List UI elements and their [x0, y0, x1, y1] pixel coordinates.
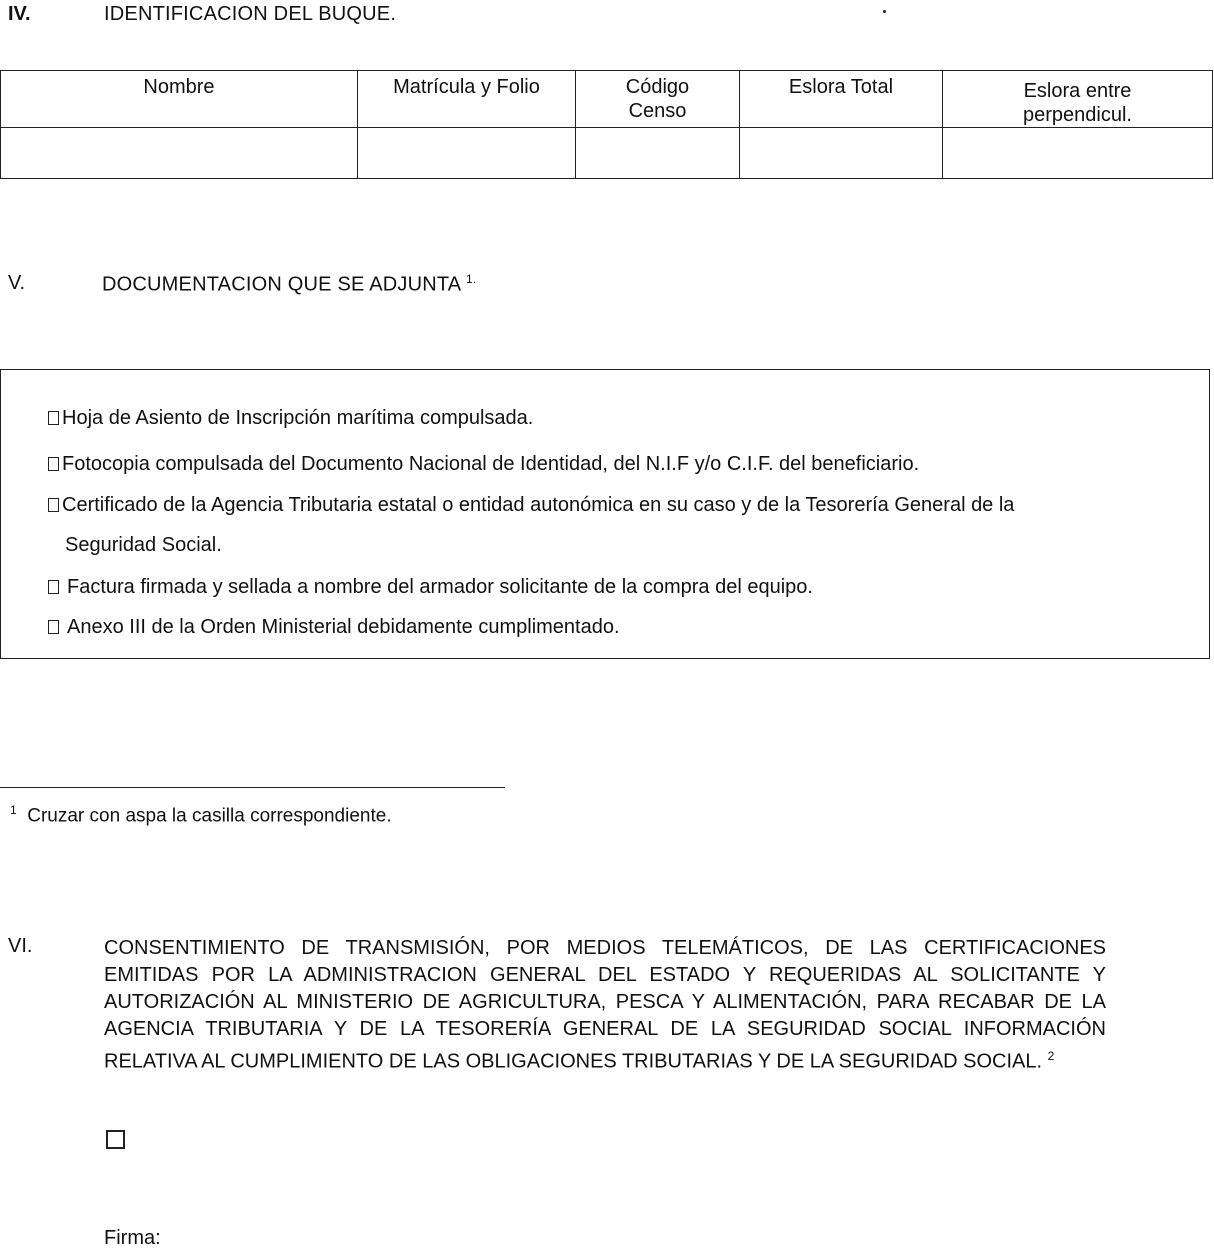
header-eslora-perpendicular: Eslora entre perpendicul.	[943, 71, 1213, 128]
doc-item-fotocopia-dni: Fotocopia compulsada del Documento Nacional de Identidad, del N.I.F y/o C.I.F. del beneficiario.	[48, 453, 919, 476]
doc-item-certificado-agencia: Certificado de la Agencia Tributaria estatal o entidad autonómica en su caso y de la Tesorería General de la	[48, 494, 1014, 517]
section-iv-number: IV.	[8, 3, 31, 25]
doc-item-anexo-iii: Anexo III de la Orden Ministerial debidamente cumplimentado.	[48, 616, 620, 639]
footnote-divider	[0, 787, 505, 788]
section-iv-title: IDENTIFICACION DEL BUQUE.	[104, 3, 397, 25]
header-eslora-total: Eslora Total	[740, 71, 943, 128]
table-row	[1, 128, 1213, 179]
header-codigo-censo: Código Censo	[576, 71, 740, 128]
cell-eslora-total[interactable]	[740, 128, 943, 179]
documentation-box	[0, 369, 1210, 659]
header-matricula-folio: Matrícula y Folio	[358, 71, 576, 128]
footnote-marker: 1	[10, 803, 17, 817]
consent-checkbox[interactable]	[106, 1130, 125, 1149]
doc-item-certificado-continuation: Seguridad Social.	[65, 534, 222, 556]
footnote-ref-1: 1.	[466, 272, 477, 286]
doc-item-factura: Factura firmada y sellada a nombre del armador solicitante de la compra del equipo.	[48, 576, 813, 599]
cell-nombre[interactable]	[1, 128, 358, 179]
checkbox-anexo-iii[interactable]	[48, 620, 59, 634]
header-nombre: Nombre	[1, 71, 358, 128]
checkbox-certificado-agencia[interactable]	[48, 498, 59, 512]
table-header-row	[1, 71, 1213, 128]
cell-matricula-folio[interactable]	[358, 128, 576, 179]
section-v-title: DOCUMENTACION QUE SE ADJUNTA $^{1.}$	[102, 272, 477, 296]
checkbox-hoja-asiento[interactable]	[48, 411, 59, 425]
section-v-number: V.	[8, 272, 26, 294]
cell-eslora-perpendicular[interactable]	[943, 128, 1213, 179]
footnote-ref-2: 2	[1047, 1049, 1055, 1063]
stray-mark	[883, 10, 886, 13]
checkbox-factura[interactable]	[48, 580, 59, 594]
vessel-identification-table	[0, 70, 1213, 179]
signature-label: Firma:	[104, 1227, 161, 1249]
doc-item-hoja-asiento: Hoja de Asiento de Inscripción marítima compulsada.	[48, 407, 533, 430]
checkbox-fotocopia-dni[interactable]	[48, 457, 59, 471]
section-vi-consent-text: CONSENTIMIENTO DE TRANSMISIÓN, POR MEDIOS TELEMÁTICOS, DE LAS CERTIFICACIONES EMITIDAS POR LA ADMINISTRACION GENERAL DEL ESTADO Y REQUERIDAS AL SOLICITANTE Y AUTORIZACIÓN AL MINISTERIO DE AGRICULTURA, PESCA Y ALIMENTACIÓN, PARA RECABAR DE LA AGENCIA TRIBUTARIA Y DE LA TESORERÍA GENERAL DE LA SEGURIDAD SOCIAL INFORMACIÓN RELATIVA AL CUMPLIMIENTO DE LAS OBLIGACIONES TRIBUTARIAS Y DE LA SEGURIDAD SOCIAL. $^2$	[104, 937, 1106, 1073]
footnote-text: Cruzar con aspa la casilla correspondiente.	[27, 805, 392, 827]
footnote	[10, 803, 392, 827]
section-vi-number: VI.	[8, 935, 33, 957]
cell-codigo-censo[interactable]	[576, 128, 740, 179]
